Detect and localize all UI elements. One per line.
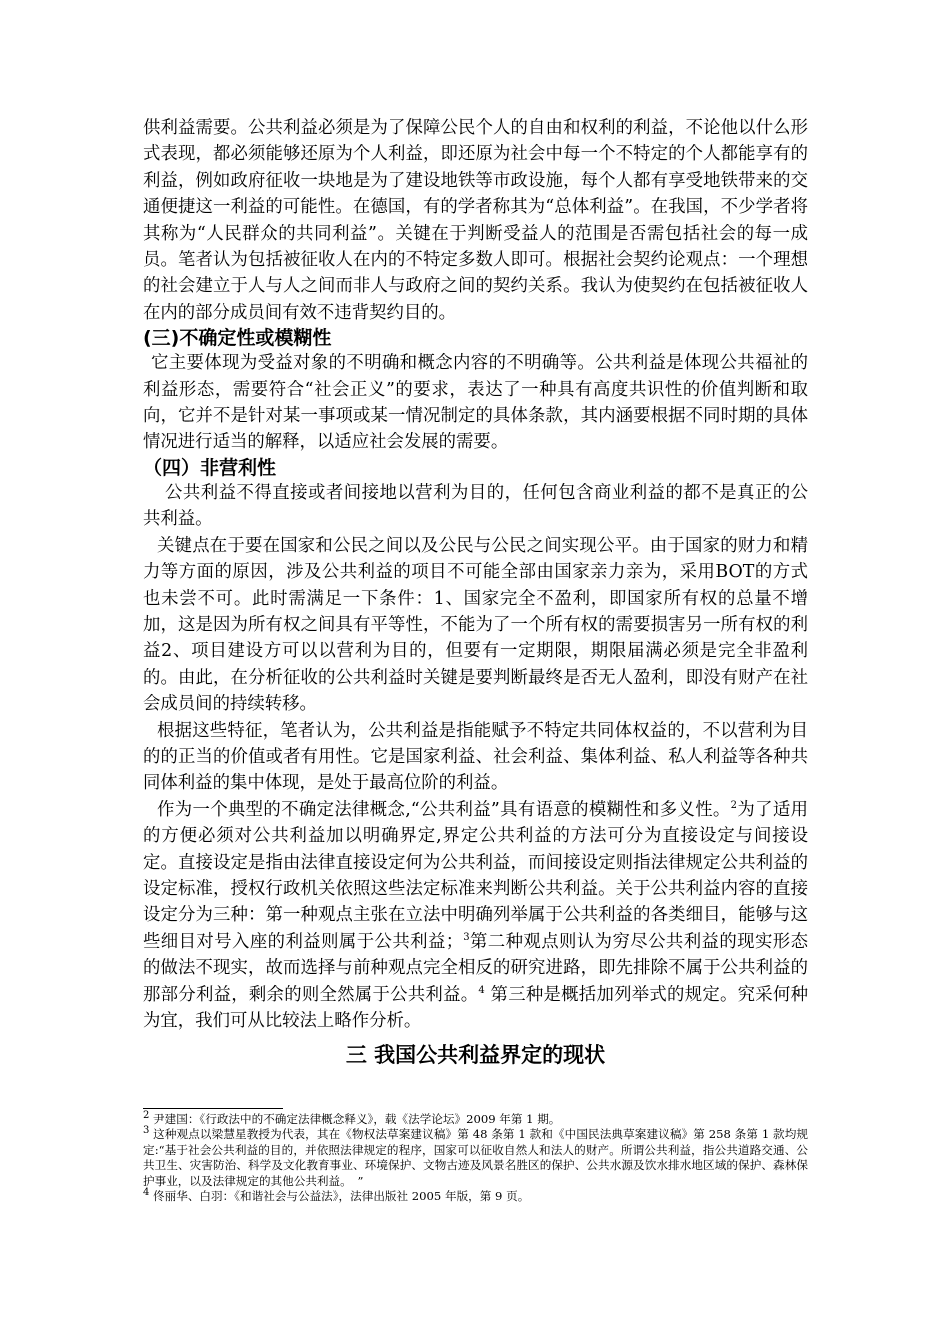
paragraph-uncertainty: 它主要体现为受益对象的不明确和概念内容的不明确等。公共利益是体现公共福祉的利益形态，需要符合“社会正义”的要求，表达了一种具有高度共识性的价值判断和取向，它并不是针对某一事项或某一情况制定的具体条款，其内涵要根据不同时期的具体情况进行适当的解释，以适应社会发展的需要。 [143,353,808,453]
footnote-ref-4[interactable]: 4 [478,984,485,996]
section-title: 三 我国公共利益界定的现状 [345,1043,606,1068]
paragraph-legal-concept-part-2: 为了适用的方便必须对公共利益加以明确界定,界定公共利益的方法可分为直接设定与间接设定。直接设定是指由法律直接设定何为公共利益，而间接设定则指法律规定公共利益的设定标准，授权行政机关依照这些法定标准来判断公共利益。关于公共利益内容的直接设定分为三种：第一种观点主张在立法中明确列举属于公共利益的各类细目，能够与这些细目对号入座的利益则属于公共利益； [143,799,808,952]
paragraph-legal-concept-part-1: 作为一个典型的不确定法律概念,“公共利益”具有语意的模糊性和多义性。 [157,799,731,820]
subheading-non-profit: （四）非营利性 [143,456,277,479]
footnote-2-number: 2 [143,1110,150,1122]
subheading-uncertainty: (三)不确定性或模糊性 [143,327,332,350]
paragraph-legal-concept [143,797,808,1035]
footnote-4-text: 佟丽华、白羽：《和谐社会与公益法》，法律出版社 2005 年版，第 9 页。 [149,1189,530,1204]
footnote-4 [143,1189,808,1204]
paragraph-public-interest-scope: 供利益需要。公共利益必须是为了保障公民个人的自由和权利的利益，不论他以什么形式表现，都必须能够还原为个人利益，即还原为社会中每一个不特定的个人都能享有的利益，例如政府征收一块地是为了建设地铁等市政设施，每个人都有享受地铁带来的交通便捷这一利益的可能性。在德国，有的学者称其为“总体利益”。在我国，不少学者将其称为“人民群众的共同利益”。关键在于判断受益人的范围是否需包括社会的每一成员。笔者认为包括被征收人在内的不特定多数人即可。根据社会契约论观点：一个理想的社会建立于人与人之间而非人与政府之间的契约关系。我认为使契约在包括被征收人在内的部分成员间有效不违背契约目的。 [143,118,808,323]
document-body [143,115,808,1070]
footnote-3 [143,1127,808,1189]
paragraph-legal-concept-part-3: 第二种观点则认为穷尽公共利益的现实形态的做法不现实，故而选择与前种观点完全相反的研究进路，即先排除不属于公共利益的那部分利益，剩余的则全然属于公共利益。 [143,931,808,1005]
footnote-divider [143,1108,283,1109]
footnote-4-number: 4 [143,1187,150,1199]
footnote-3-text: 这种观点以梁慧星教授为代表，其在《物权法草案建议稿》第 48 条第 1 款和《中国民法典草案建议稿》第 258 条第 1 款均规定:“基于社会公共利益的目的，并依照法律规定的程序，国家可以征收自然人和法人的财产。所谓公共利益，指公共道路交通、公共卫生、灾害防治、科学及文化教育事业、环境保护、文物古迹及风景名胜区的保护、公共水源及饮水排水地区域的保护、森林保护事业，以及法律规定的其他公共利益。 ” [143,1127,808,1188]
paragraph-non-profit: 公共利益不得直接或者间接地以营利为目的，任何包含商业利益的都不是真正的公共利益。 [143,482,808,530]
paragraph-definition: 根据这些特征，笔者认为，公共利益是指能赋予不特定共同体权益的，不以营利为目的的正当的价值或者有用性。它是国家利益、社会利益、集体利益、私人利益等各种共同体利益的集中体现，是处于最高位阶的利益。 [143,720,808,794]
footnotes [143,1108,808,1204]
footnote-2 [143,1112,808,1127]
footnote-3-number: 3 [143,1125,150,1137]
footnote-ref-2[interactable]: 2 [730,799,738,811]
footnote-ref-3[interactable]: 3 [463,931,470,943]
footnote-2-text: 尹建国：《行政法中的不确定法律概念释义》，载《法学论坛》2009 年第 1 期。 [149,1112,561,1126]
paragraph-legal-concept-part-4: 第三种是概括加列举式的规定。究采何种为宜，我们可从比较法上略作分析。 [143,984,808,1031]
paragraph-fairness: 关键点在于要在国家和公民之间以及公民与公民之间实现公平。由于国家的财力和精力等方面的原因，涉及公共利益的项目不可能全部由国家亲力亲为，采用BOT的方式也未尝不可。此时需满足一下条件：1、国家完全不盈利，即国家所有权的总量不增加，这是因为所有权之间具有平等性，不能为了一个所有权的需要损害另一所有权的利益2、项目建设方可以以营利为目的，但要有一定期限，期限届满必须是完全非盈利的。由此，在分析征收的公共利益时关键是要判断最终是否无人盈利，即没有财产在社会成员间的持续转移。 [143,535,808,715]
